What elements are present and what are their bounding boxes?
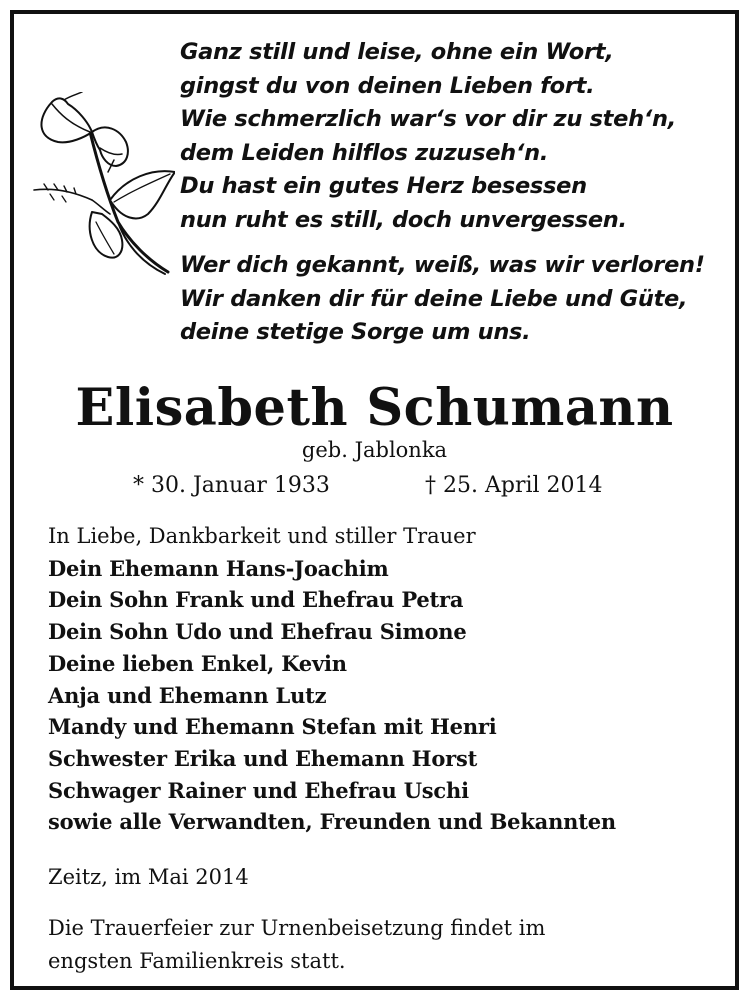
mourners-intro: In Liebe, Dankbarkeit und stiller Trauer — [48, 524, 476, 548]
birth-date: * 30. Januar 1933 — [133, 473, 330, 498]
poem-line: dem Leiden hilflos zuzuseh‘n. — [180, 139, 549, 166]
poem-line: Wir danken dir für deine Liebe und Güte, — [180, 285, 688, 312]
funeral-note-line: engsten Familienkreis statt. — [48, 949, 346, 973]
birth-name: geb. Jablonka — [301, 438, 448, 462]
poem-stanza-2 — [180, 249, 720, 350]
death-date: † 25. April 2014 — [425, 473, 603, 498]
poem-line: Du hast ein gutes Herz besessen — [180, 173, 587, 199]
funeral-note-line: Die Trauerfeier zur Urnenbeisetzung findet im — [48, 916, 546, 940]
mourner-line: Mandy und Ehemann Stefan mit Henri — [48, 714, 497, 740]
mourner-line: sowie alle Verwandten, Freunden und Bekannten — [48, 809, 616, 835]
mourner-line: Dein Ehemann Hans-Joachim — [48, 555, 389, 581]
poem-line: nun ruht es still, doch unvergessen. — [180, 206, 627, 233]
poem-stanza-1 — [180, 36, 720, 237]
mourner-line: Anja und Ehemann Lutz — [48, 682, 327, 708]
deceased-name: Elisabeth Schumann — [75, 378, 674, 438]
poem-line: gingst du von deinen Lieben fort. — [180, 72, 595, 99]
place-date: Zeitz, im Mai 2014 — [48, 865, 249, 889]
mourner-line: Dein Sohn Udo und Ehefrau Simone — [48, 619, 467, 645]
poem-line: Wer dich gekannt, weiß, was wir verloren! — [180, 252, 705, 278]
mourners-list — [48, 521, 728, 838]
mourner-line: Deine lieben Enkel, Kevin — [48, 650, 347, 676]
mourner-line: Schwager Rainer und Ehefrau Uschi — [48, 777, 469, 803]
poem-line: deine stetige Sorge um uns. — [180, 319, 531, 345]
poem-line: Ganz still und leise, ohne ein Wort, — [180, 39, 614, 65]
mourner-line: Schwester Erika und Ehemann Horst — [48, 745, 478, 771]
poem-line: Wie schmerzlich war‘s vor dir zu steh‘n, — [180, 106, 677, 132]
poem — [180, 36, 720, 362]
funeral-note — [48, 912, 708, 978]
calla-lily-icon — [30, 92, 175, 277]
mourner-line: Dein Sohn Frank und Ehefrau Petra — [48, 587, 464, 613]
